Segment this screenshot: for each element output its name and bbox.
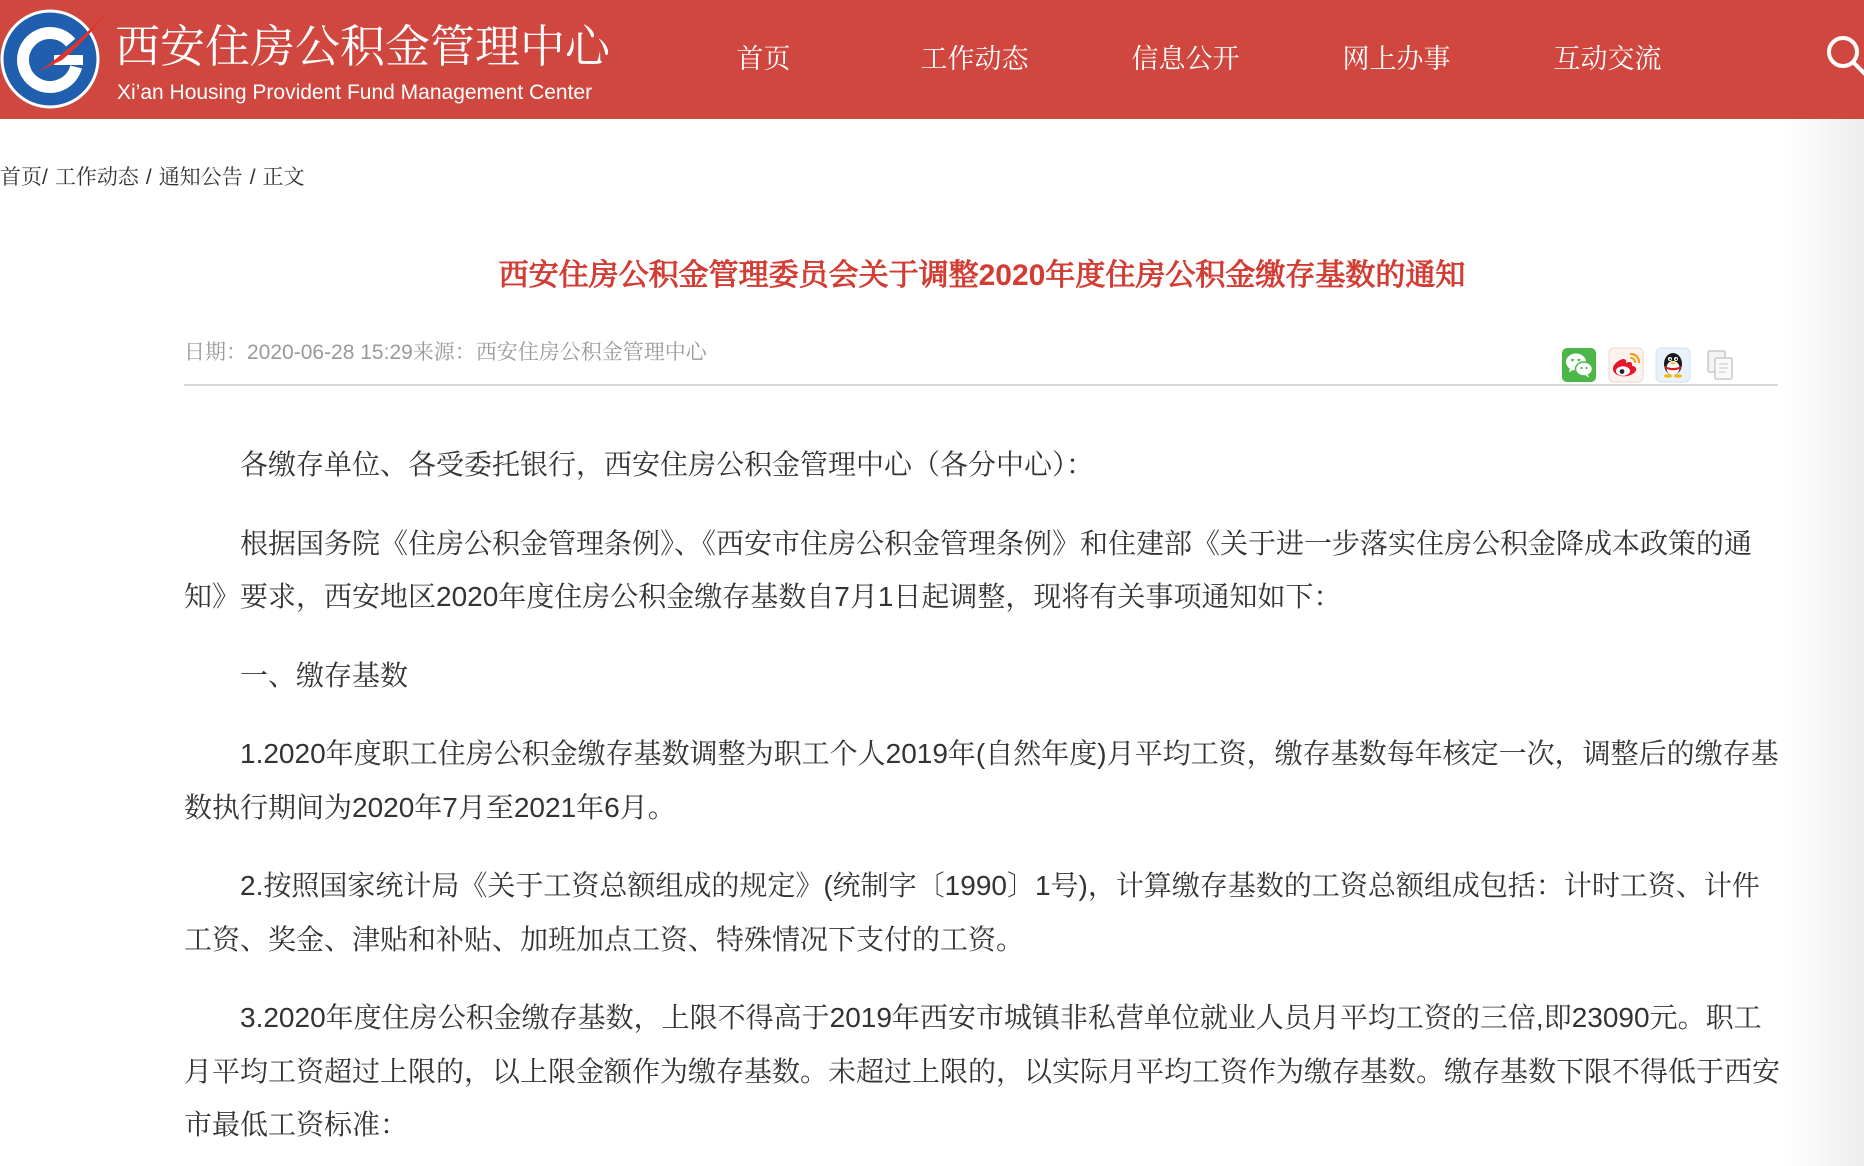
paragraph-line: 数执行期间为2020年7月至2021年6月。	[184, 791, 676, 823]
search-icon[interactable]	[1822, 30, 1864, 80]
paragraph-line: 月平均工资超过上限的，以上限金额作为缴存基数。未超过上限的，以实际月平均工资作为缴存基数。缴存基数下限不得低于西安	[184, 1055, 1781, 1087]
site-name-en: Xi’an Housing Provident Fund Management Center	[117, 81, 593, 104]
weibo-icon[interactable]	[1608, 347, 1644, 383]
paragraph-salutation	[184, 438, 1780, 492]
paragraph-item-1	[184, 727, 1780, 834]
share-bar	[1561, 347, 1738, 383]
section-heading	[184, 649, 1780, 703]
housing-fund-logo-icon	[0, 0, 112, 119]
site-header	[0, 0, 1864, 119]
article-body	[184, 438, 1780, 1166]
paragraph-item-3	[184, 991, 1780, 1152]
nav-item-home[interactable]: 首页	[736, 44, 791, 74]
date-label: 日期：	[184, 341, 247, 364]
breadcrumb-separator: /	[145, 166, 152, 189]
date-value: 2020-06-28 15:29	[247, 341, 413, 364]
article-meta	[184, 339, 707, 367]
breadcrumb-separator: /	[42, 166, 48, 189]
nav-item-interaction[interactable]: 互动交流	[1553, 44, 1662, 74]
paragraph-item-2	[184, 859, 1780, 966]
breadcrumb	[0, 164, 305, 192]
paragraph-line: 根据国务院《住房公积金管理条例》、《西安市住房公积金管理条例》和住建部《关于进一步落实住房公积金降成本政策的通	[240, 527, 1753, 559]
breadcrumb-item-work-news[interactable]: 工作动态	[54, 166, 139, 189]
source-label: 来源：	[412, 341, 476, 364]
paragraph-line: 各缴存单位、各受委托银行，西安住房公积金管理中心（各分中心）：	[240, 449, 1095, 480]
paragraph-line: 市最低工资标准：	[184, 1109, 409, 1140]
qq-icon[interactable]	[1655, 347, 1691, 383]
source-value: 西安住房公积金管理中心	[475, 341, 707, 364]
paragraph-line: 工资、奖金、津贴和补贴、加班加点工资、特殊情况下支付的工资。	[184, 923, 1025, 955]
article-title: 西安住房公积金管理委员会关于调整2020年度住房公积金缴存基数的通知	[498, 259, 1466, 292]
breadcrumb-item-home[interactable]: 首页	[0, 166, 42, 189]
nav-item-online-services[interactable]: 网上办事	[1342, 44, 1451, 74]
paragraph-line: 2.按照国家统计局《关于工资总额组成的规定》(统制字〔1990〕1号)，计算缴存基数的工资总额组成包括：计时工资、计件	[240, 870, 1760, 901]
site-name-cn: 西安住房公积金管理中心	[115, 21, 611, 72]
breadcrumb-separator: /	[249, 166, 256, 189]
wechat-icon[interactable]	[1561, 347, 1597, 383]
main-nav	[658, 0, 1713, 119]
paragraph-basis	[184, 517, 1780, 624]
paragraph-line: 一、缴存基数	[240, 659, 409, 691]
paragraph-line: 3.2020年度住房公积金缴存基数，上限不得高于2019年西安市城镇非私营单位就业人员月平均工资的三倍,即23090元。职工	[240, 1002, 1762, 1033]
paragraph-line: 1.2020年度职工住房公积金缴存基数调整为职工个人2019年(自然年度)月平均工资，缴存基数每年核定一次，调整后的缴存基	[240, 738, 1779, 769]
paragraph-line: 知》要求，西安地区2020年度住房公积金缴存基数自7月1日起调整，现将有关事项通知如下：	[184, 581, 1342, 612]
copy-icon[interactable]	[1702, 347, 1738, 383]
site-logo-link[interactable]	[0, 0, 640, 119]
nav-item-work-news[interactable]: 工作动态	[920, 44, 1029, 74]
page-edge-shadow	[1783, 119, 1864, 1166]
breadcrumb-item-notices[interactable]: 通知公告	[158, 166, 243, 189]
nav-item-info-disclosure[interactable]: 信息公开	[1131, 44, 1240, 74]
article-header-divider	[184, 384, 1778, 386]
breadcrumb-item-current: 正文	[262, 166, 305, 189]
